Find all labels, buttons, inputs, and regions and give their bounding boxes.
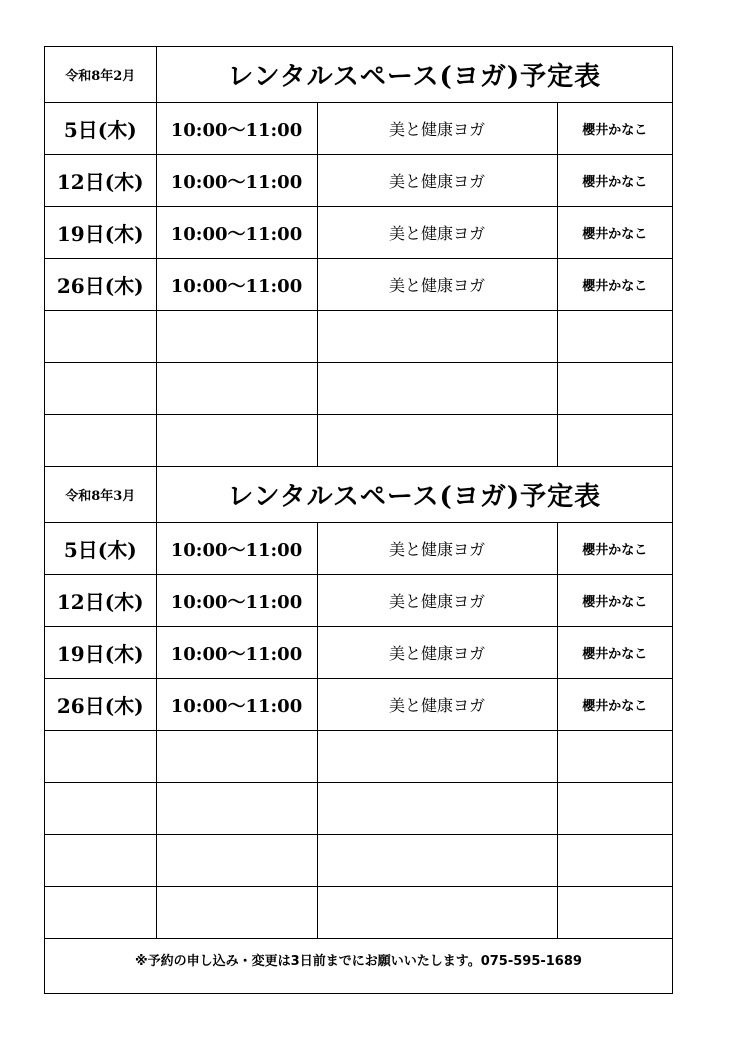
time-cell: 10:00～11:00: [156, 523, 317, 575]
time-cell: 10:00～11:00: [156, 259, 317, 311]
time-cell: [156, 311, 317, 363]
day-cell: [45, 783, 156, 835]
program-cell: [317, 363, 557, 415]
table-row: [45, 207, 672, 259]
instructor-cell: [557, 363, 672, 415]
time-cell: [156, 835, 317, 887]
program-cell: 美と健康ヨガ: [317, 575, 557, 627]
instructor-cell: 櫻井かなこ: [557, 155, 672, 207]
instructor-cell: 櫻井かなこ: [557, 103, 672, 155]
day-cell: 5日(木): [45, 523, 156, 575]
program-cell: [317, 835, 557, 887]
day-cell: [45, 311, 156, 363]
instructor-cell: 櫻井かなこ: [557, 207, 672, 259]
instructor-cell: 櫻井かなこ: [557, 259, 672, 311]
time-cell: 10:00～11:00: [156, 155, 317, 207]
table-row: [45, 415, 672, 467]
time-cell: [156, 415, 317, 467]
day-cell: 26日(木): [45, 259, 156, 311]
time-cell: 10:00～11:00: [156, 627, 317, 679]
day-cell: 12日(木): [45, 155, 156, 207]
section-header: [45, 467, 672, 523]
table-row: [45, 259, 672, 311]
program-cell: 美と健康ヨガ: [317, 103, 557, 155]
schedule-table: [45, 47, 672, 939]
table-row: [45, 627, 672, 679]
table-row: [45, 731, 672, 783]
table-row: [45, 575, 672, 627]
table-row: [45, 679, 672, 731]
time-cell: 10:00～11:00: [156, 207, 317, 259]
program-cell: [317, 783, 557, 835]
instructor-cell: 櫻井かなこ: [557, 575, 672, 627]
schedule-title: レンタルスペース(ヨガ)予定表: [156, 467, 672, 523]
instructor-cell: 櫻井かなこ: [557, 523, 672, 575]
section-header: [45, 47, 672, 103]
day-cell: [45, 415, 156, 467]
time-cell: 10:00～11:00: [156, 103, 317, 155]
time-cell: [156, 783, 317, 835]
day-cell: [45, 731, 156, 783]
program-cell: 美と健康ヨガ: [317, 207, 557, 259]
day-cell: 19日(木): [45, 627, 156, 679]
table-row: [45, 835, 672, 887]
day-cell: [45, 835, 156, 887]
instructor-cell: [557, 783, 672, 835]
time-cell: [156, 731, 317, 783]
month-label: 令和8年3月: [45, 467, 156, 523]
program-cell: 美と健康ヨガ: [317, 155, 557, 207]
program-cell: 美と健康ヨガ: [317, 259, 557, 311]
program-cell: [317, 415, 557, 467]
program-cell: 美と健康ヨガ: [317, 679, 557, 731]
instructor-cell: [557, 835, 672, 887]
instructor-cell: [557, 415, 672, 467]
program-cell: [317, 731, 557, 783]
instructor-cell: [557, 311, 672, 363]
table-row: [45, 523, 672, 575]
footer-note: ※予約の申し込み・変更は3日前までにお願いいたします。075-595-1689: [135, 954, 582, 969]
time-cell: [156, 363, 317, 415]
time-cell: 10:00～11:00: [156, 575, 317, 627]
schedule-title: レンタルスペース(ヨガ)予定表: [156, 47, 672, 103]
table-row: [45, 311, 672, 363]
table-row: [45, 783, 672, 835]
day-cell: 26日(木): [45, 679, 156, 731]
program-cell: 美と健康ヨガ: [317, 523, 557, 575]
time-cell: 10:00～11:00: [156, 679, 317, 731]
day-cell: 12日(木): [45, 575, 156, 627]
instructor-cell: 櫻井かなこ: [557, 627, 672, 679]
program-cell: 美と健康ヨガ: [317, 627, 557, 679]
program-cell: [317, 311, 557, 363]
month-label: 令和8年2月: [45, 47, 156, 103]
day-cell: [45, 363, 156, 415]
day-cell: 5日(木): [45, 103, 156, 155]
schedule-sheet: [44, 46, 673, 994]
instructor-cell: [557, 731, 672, 783]
table-row: [45, 155, 672, 207]
day-cell: 19日(木): [45, 207, 156, 259]
table-row: [45, 363, 672, 415]
table-row: [45, 103, 672, 155]
instructor-cell: 櫻井かなこ: [557, 679, 672, 731]
